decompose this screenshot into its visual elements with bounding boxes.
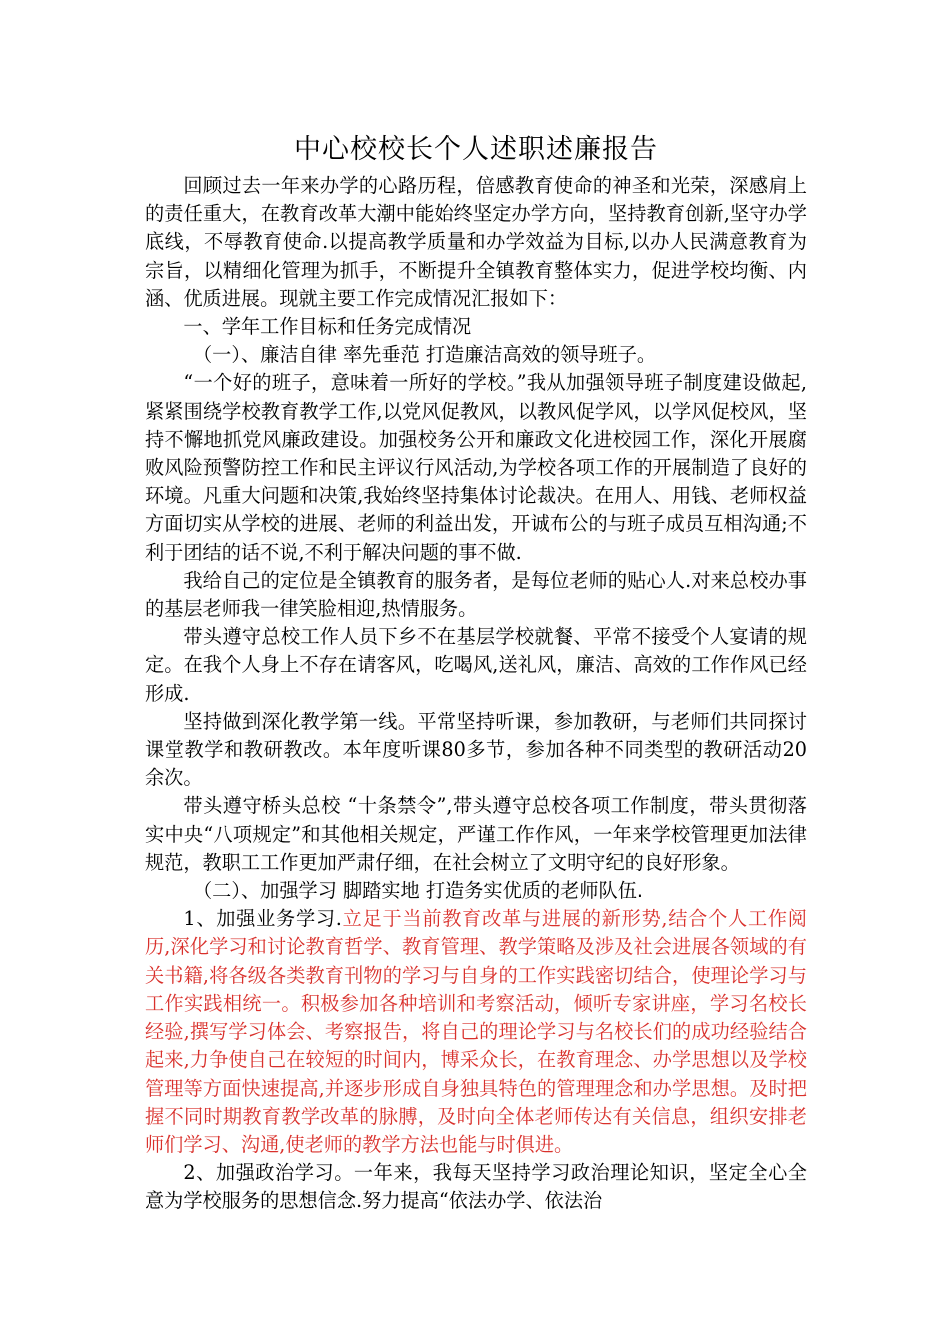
body-paragraph: 坚持做到深化教学第一线。平常坚持听课，参加教研，与老师们共同探讨课堂教学和教研教改。本年度听课80多节，参加各种不同类型的教研活动20余次。	[145, 709, 807, 790]
intro-paragraph: 回顾过去一年来办学的心路历程，倍感教育使命的神圣和光荣，深感肩上的责任重大，在教育改革大潮中能始终坚定办学方向，坚持教育创新,坚守办学底线，不辱教育使命.以提高教学质量和办学效益为目标,以办人民满意教育为宗旨，以精细化管理为抓手，不断提升全镇教育整体实力，促进学校均衡、内涵、优质进展。现就主要工作完成情况汇报如下：	[145, 174, 807, 310]
body-paragraph: “一个好的班子，意味着一所好的学校。”我从加强领导班子制度建设做起,紧紧围绕学校教育教学工作,以党风促教风，以教风促学风，以学风促校风，坚持不懈地抓党风廉政建设。加强校务公开和廉政文化进校园工作，深化开展腐败风险预警防控工作和民主评议行风活动,为学校各项工作的开展制造了良好的环境。凡重大问题和决策,我始终坚持集体讨论裁决。在用人、用钱、老师权益方面切实从学校的进展、老师的利益出发，开诚布公的与班子成员互相沟通;不利于团结的话不说,不利于解决问题的事不做.	[145, 371, 807, 564]
subsection-heading-1: （一）、廉洁自律 率先垂范 打造廉洁高效的领导班子。	[193, 343, 657, 367]
item-1-paragraph	[145, 905, 807, 1159]
item-1-highlighted-text: 立足于当前教育改革与进展的新形势,结合个人工作阅历,深化学习和讨论教育哲学、教育管理、教学策略及涉及社会进展各领域的有关书籍,将各级各类教育刊物的学习与自身的工作实践密切结合，使理论学习与工作实践相统一。积极参加各种培训和考察活动，倾听专家讲座，学习名校长经验,撰写学习体会、考察报告，将自己的理论学习与名校长们的成功经验结合起来,力争使自己在较短的时间内，博采众长，在教育理念、办学思想以及学校管理等方面快速提高,并逐步形成自身独具特色的管理理念和办学思想。及时把握不同时期教育教学改革的脉膊，及时向全体老师传达有关信息，组织安排老师们学习、沟通,使老师的教学方法也能与时俱进。	[145, 907, 807, 1156]
document-title: 中心校校长个人述职述廉报告	[294, 134, 658, 165]
item-1-lead: 1、加强业务学习.	[183, 907, 342, 931]
item-2-paragraph: 2、加强政治学习。一年来，我每天坚持学习政治理论知识，坚定全心全意为学校服务的思想信念.努力提高“依法办学、依法治	[145, 1161, 807, 1213]
body-paragraph: 带头遵守桥头总校 “十条禁令”,带头遵守总校各项工作制度，带头贯彻落实中央“八项规定”和其他相关规定，严谨工作作风，一年来学校管理更加法律规范，教职工工作更加严肃仔细，在社会树立了文明守纪的良好形象。	[145, 794, 807, 874]
subsection-heading-2: （二）、加强学习 脚踏实地 打造务实优质的老师队伍.	[193, 879, 644, 903]
body-paragraph: 带头遵守总校工作人员下乡不在基层学校就餐、平常不接受个人宴请的规定。在我个人身上不存在请客风，吃喝风,送礼风，廉洁、高效的工作作风已经形成.	[145, 625, 807, 705]
body-paragraph: 我给自己的定位是全镇教育的服务者，是每位老师的贴心人.对来总校办事的基层老师我一律笑脸相迎,热情服务。	[145, 568, 807, 621]
section-heading-1: 一、学年工作目标和任务完成情况	[183, 315, 472, 339]
document-page	[145, 132, 807, 1216]
